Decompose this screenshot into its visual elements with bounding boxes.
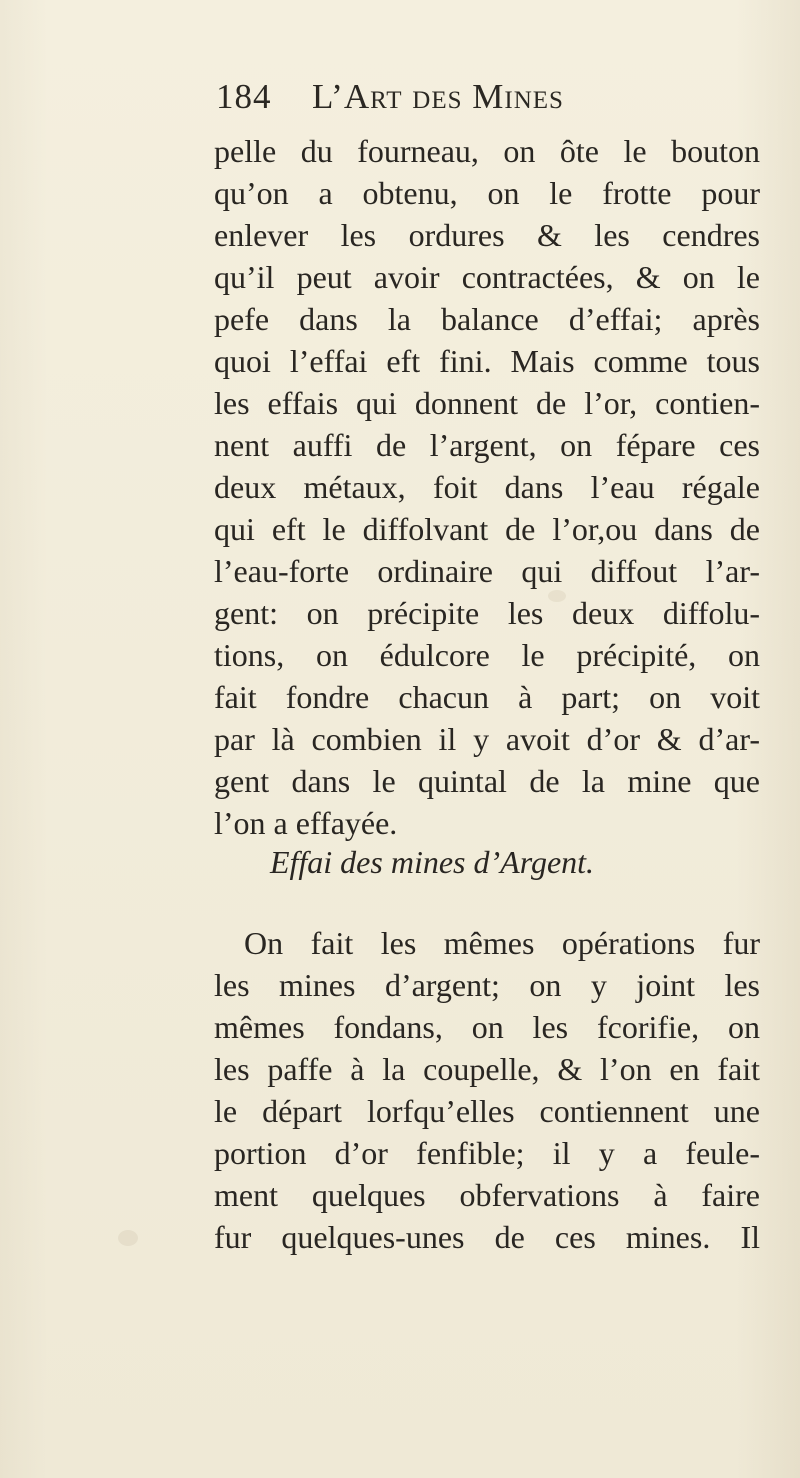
text-line: enlever les ordures & les cendres bbox=[214, 217, 760, 253]
text-line: les effais qui donnent de l’or, contien- bbox=[214, 385, 760, 421]
text-line: pefe dans la balance d’effai; après bbox=[214, 301, 760, 337]
text-line: l’eau-forte ordinaire qui diffout l’ar- bbox=[214, 553, 760, 589]
page-number: 184 bbox=[216, 77, 272, 116]
text-line: le départ lorfqu’elles contiennent une bbox=[214, 1093, 760, 1129]
text-line: les mines d’argent; on y joint les bbox=[214, 967, 760, 1003]
text-line: qui eft le diffolvant de l’or,ou dans de bbox=[214, 511, 760, 547]
text-line: fur quelques-unes de ces mines. Il bbox=[214, 1219, 760, 1255]
text-line: fait fondre chacun à part; on voit bbox=[214, 679, 760, 715]
section-heading: Effai des mines d’Argent. bbox=[269, 844, 595, 880]
text-line: quoi l’effai eft fini. Mais comme tous bbox=[214, 343, 760, 379]
text-line: mêmes fondans, on les fcorifie, on bbox=[214, 1009, 760, 1045]
text-line: les paffe à la coupelle, & l’on en fait bbox=[214, 1051, 760, 1087]
text-line: par là combien il y avoit d’or & d’ar- bbox=[214, 721, 760, 757]
paper-stain bbox=[118, 1230, 138, 1246]
text-line: gent: on précipite les deux diffolu- bbox=[214, 595, 760, 631]
running-title: L’Art des Mines bbox=[312, 77, 564, 116]
text-line: nent auffi de l’argent, on fépare ces bbox=[214, 427, 760, 463]
text-line: qu’il peut avoir contractées, & on le bbox=[214, 259, 760, 295]
text-line: pelle du fourneau, on ôte le bouton bbox=[214, 133, 760, 169]
text-line: portion d’or fenfible; il y a feule- bbox=[214, 1135, 760, 1171]
text-line: tions, on édulcore le précipité, on bbox=[214, 637, 760, 673]
running-head bbox=[216, 75, 676, 123]
text-line: l’on a effayée. bbox=[214, 805, 398, 841]
text-line: gent dans le quintal de la mine que bbox=[214, 763, 760, 799]
text-line: deux métaux, foit dans l’eau régale bbox=[214, 469, 760, 505]
text-line: ment quelques obfervations à faire bbox=[214, 1177, 760, 1213]
text-line: qu’on a obtenu, on le frotte pour bbox=[214, 175, 760, 211]
text-line: On fait les mêmes opérations fur bbox=[244, 925, 760, 961]
